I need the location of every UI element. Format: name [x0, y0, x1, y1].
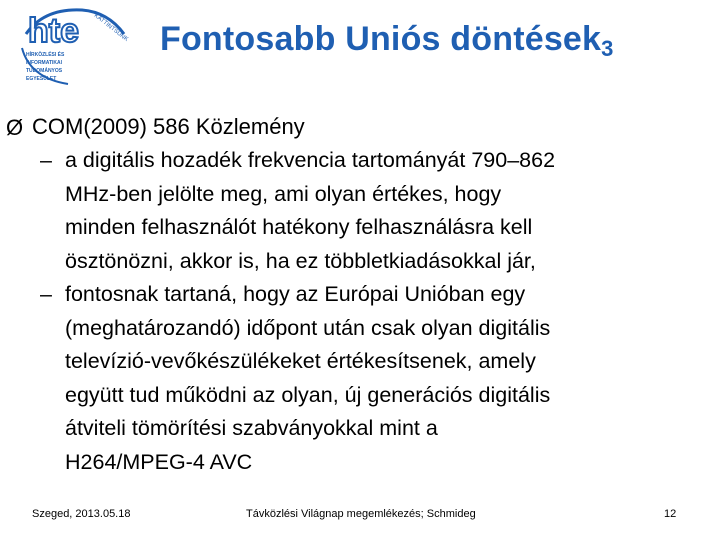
bullet-text: COM(2009) 586 Közlemény: [32, 114, 305, 139]
slide-title: [160, 20, 700, 62]
sub-item-line: ösztönözni, akkor is, ha ez többletkiadásokkal jár,: [65, 248, 536, 273]
logo-letters: hte: [28, 12, 79, 50]
sub-item-line: átviteli tömörítési szabványokkal mint a: [65, 416, 438, 440]
slide-title-subscript: 3: [601, 36, 614, 61]
hte-logo: [4, 4, 132, 94]
sub-item-line: televízió-vevőkészülékeket értékesítsenek, amely: [65, 349, 536, 373]
sub-item-line: fontosnak tartaná, hogy az Európai Unióban egy: [65, 282, 526, 306]
dash-marker: –: [40, 282, 52, 306]
footer-event: Távközlési Világnap megemlékezés; Schmideg: [246, 508, 476, 520]
logo-org-line: INFORMATIKAI: [26, 60, 63, 66]
sub-item-line: a digitális hozadék frekvencia tartományát 790–862: [65, 148, 556, 172]
bullet-item: [6, 110, 712, 144]
page-number: 12: [664, 508, 677, 520]
sub-item-receivers: [6, 278, 712, 479]
slide-title-main: Fontosabb Uniós döntések: [160, 20, 602, 58]
sub-item-line: H264/MPEG-4 AVC: [65, 449, 253, 474]
logo-arc-text: KATTINTSUNK: [92, 12, 129, 43]
logo-org-line: TUDOMÁNYOS: [26, 68, 63, 74]
logo-org-line: EGYESÜLET: [26, 76, 57, 82]
sub-item-line: együtt tud működni az olyan, új generációs digitális: [65, 382, 551, 407]
footer-date: Szeged, 2013.05.18: [32, 508, 131, 520]
sub-item-frequency: [6, 144, 712, 278]
dash-marker: –: [40, 148, 52, 172]
sub-item-line: (meghatározandó) időpont után csak olyan digitális: [65, 315, 551, 340]
logo-org-line: HÍRKÖZLÉSI ÉS: [26, 52, 65, 58]
slide-body: [6, 110, 712, 479]
arrow-bullet-icon: Ø: [6, 115, 24, 140]
sub-item-line: MHz-ben jelölte meg, ami olyan értékes, hogy: [65, 181, 502, 206]
sub-item-line: minden felhasználót hatékony felhasználásra kell: [65, 215, 533, 239]
